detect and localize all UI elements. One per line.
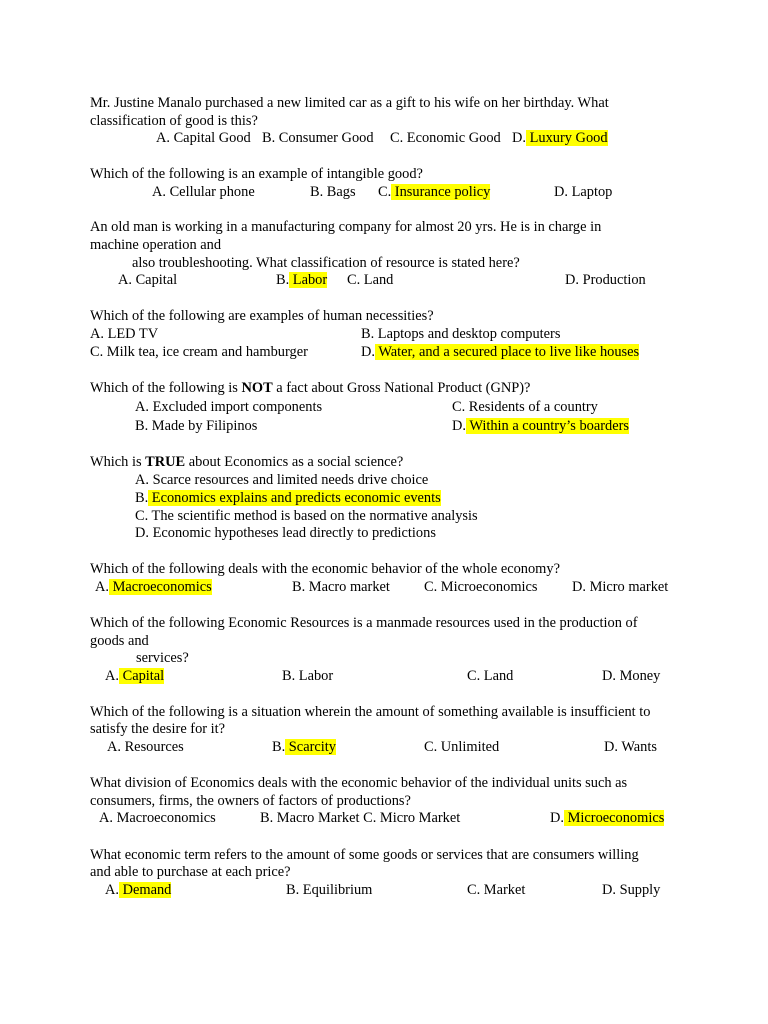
q8-option-a-prefix: A.	[105, 668, 119, 684]
q8-option-c: C. Land	[467, 668, 514, 684]
q3-option-a: A. Capital	[118, 272, 178, 288]
q10-option-d	[550, 809, 664, 827]
q9-option-a: A. Resources	[107, 739, 184, 755]
q10-option-bc: B. Macro Market C. Micro Market	[260, 810, 461, 826]
q11-option-b: B. Equilibrium	[286, 882, 373, 898]
q2-option-c-prefix: C.	[378, 184, 392, 200]
q2-option-a: A. Cellular phone	[152, 184, 255, 200]
q8-option-d: D. Money	[602, 668, 661, 684]
q1-line1: Mr. Justine Manalo purchased a new limited car as a gift to his wife on her birthday. What	[90, 95, 609, 111]
q6-option-c: C. The scientific method is based on the normative analysis	[135, 508, 478, 524]
q9-option-b	[272, 738, 336, 756]
q7-option-d: D. Micro market	[572, 579, 669, 595]
q5-option-b: B. Made by Filipinos	[135, 418, 258, 434]
q7-option-c: C. Microeconomics	[424, 579, 538, 595]
q11-option-a	[105, 881, 171, 899]
q4-text: Which of the following are examples of human necessities?	[90, 308, 434, 324]
q5-option-d-prefix: D.	[452, 418, 466, 434]
q4-answer-highlight: Water, and a secured place to live like houses	[375, 344, 640, 360]
q5-option-c: C. Residents of a country	[452, 399, 598, 415]
q3-option-d: D. Production	[565, 272, 646, 288]
q9-answer-highlight: Scarcity	[285, 739, 336, 755]
q1-answer-highlight: Luxury Good	[526, 130, 608, 146]
q11-line1: What economic term refers to the amount of some goods or services that are consumers willing	[90, 847, 639, 863]
q8-line2: goods and	[90, 633, 149, 649]
q5-option-d	[452, 417, 629, 435]
q5-text	[90, 379, 530, 397]
q11-line2: and able to purchase at each price?	[90, 864, 291, 880]
q5-text-pre: Which of the following is	[90, 380, 242, 396]
q4-option-c: C. Milk tea, ice cream and hamburger	[90, 344, 308, 360]
q2-option-d: D. Laptop	[554, 184, 613, 200]
q11-option-a-prefix: A.	[105, 882, 119, 898]
q8-option-b: B. Labor	[282, 668, 334, 684]
q9-option-d: D. Wants	[604, 739, 657, 755]
q2-option-c	[378, 183, 490, 201]
q10-line2: consumers, firms, the owners of factors of productions?	[90, 793, 411, 809]
q3-answer-highlight: Labor	[289, 272, 328, 288]
q4-option-d	[361, 343, 639, 361]
q3-option-b	[276, 271, 327, 289]
q10-option-d-prefix: D.	[550, 810, 564, 826]
q3-line3: also troubleshooting. What classification of resource is stated here?	[132, 255, 520, 271]
q4-option-d-prefix: D.	[361, 344, 375, 360]
q1-option-d	[512, 129, 608, 147]
q10-option-a: A. Macroeconomics	[99, 810, 216, 826]
q6-option-d: D. Economic hypotheses lead directly to predictions	[135, 525, 436, 541]
q9-option-b-prefix: B.	[272, 739, 286, 755]
q1-line2: classification of good is this?	[90, 113, 258, 129]
q11-option-c: C. Market	[467, 882, 526, 898]
q7-text: Which of the following deals with the economic behavior of the whole economy?	[90, 561, 560, 577]
q6-text-post: about Economics as a social science?	[185, 454, 404, 470]
q6-option-a: A. Scarce resources and limited needs drive choice	[135, 472, 429, 488]
q6-text	[90, 453, 403, 471]
q6-answer-highlight: Economics explains and predicts economic events	[148, 490, 441, 506]
q1-option-d-prefix: D.	[512, 130, 526, 146]
q7-option-a	[95, 578, 212, 596]
q9-line2: satisfy the desire for it?	[90, 721, 226, 737]
q5-option-a: A. Excluded import components	[135, 399, 323, 415]
q3-option-c: C. Land	[347, 272, 394, 288]
q9-line1: Which of the following is a situation wherein the amount of something available is insufficient to	[90, 704, 651, 720]
q6-option-b	[135, 489, 441, 507]
q2-option-b: B. Bags	[310, 184, 356, 200]
q3-line1: An old man is working in a manufacturing company for almost 20 yrs. He is in charge in	[90, 219, 602, 235]
q6-text-bold: TRUE	[145, 454, 186, 470]
q8-line3: services?	[136, 650, 189, 666]
q2-answer-highlight: Insurance policy	[391, 184, 491, 200]
q1-option-b: B. Consumer Good	[262, 130, 374, 146]
q4-option-b: B. Laptops and desktop computers	[361, 326, 561, 342]
q2-text: Which of the following is an example of intangible good?	[90, 166, 423, 182]
q11-option-d: D. Supply	[602, 882, 661, 898]
q1-option-c: C. Economic Good	[390, 130, 501, 146]
q3-option-b-prefix: B.	[276, 272, 290, 288]
q6-text-pre: Which is	[90, 454, 146, 470]
q7-option-a-prefix: A.	[95, 579, 109, 595]
q7-option-b: B. Macro market	[292, 579, 390, 595]
q10-line1: What division of Economics deals with the economic behavior of the individual units such as	[90, 775, 628, 791]
q8-line1: Which of the following Economic Resources is a manmade resources used in the production of	[90, 615, 638, 631]
q4-option-a: A. LED TV	[90, 326, 159, 342]
q7-answer-highlight: Macroeconomics	[109, 579, 212, 595]
q8-answer-highlight: Capital	[119, 668, 165, 684]
q1-option-a: A. Capital Good	[156, 130, 251, 146]
q5-text-post: a fact about Gross National Product (GNP)?	[272, 380, 531, 396]
q3-line2: machine operation and	[90, 237, 222, 253]
q8-option-a	[105, 667, 164, 685]
q9-option-c: C. Unlimited	[424, 739, 500, 755]
q5-answer-highlight: Within a country’s boarders	[466, 418, 630, 434]
q6-option-b-prefix: B.	[135, 490, 149, 506]
q11-answer-highlight: Demand	[119, 882, 172, 898]
q10-answer-highlight: Microeconomics	[564, 810, 665, 826]
q5-text-bold: NOT	[241, 380, 273, 396]
